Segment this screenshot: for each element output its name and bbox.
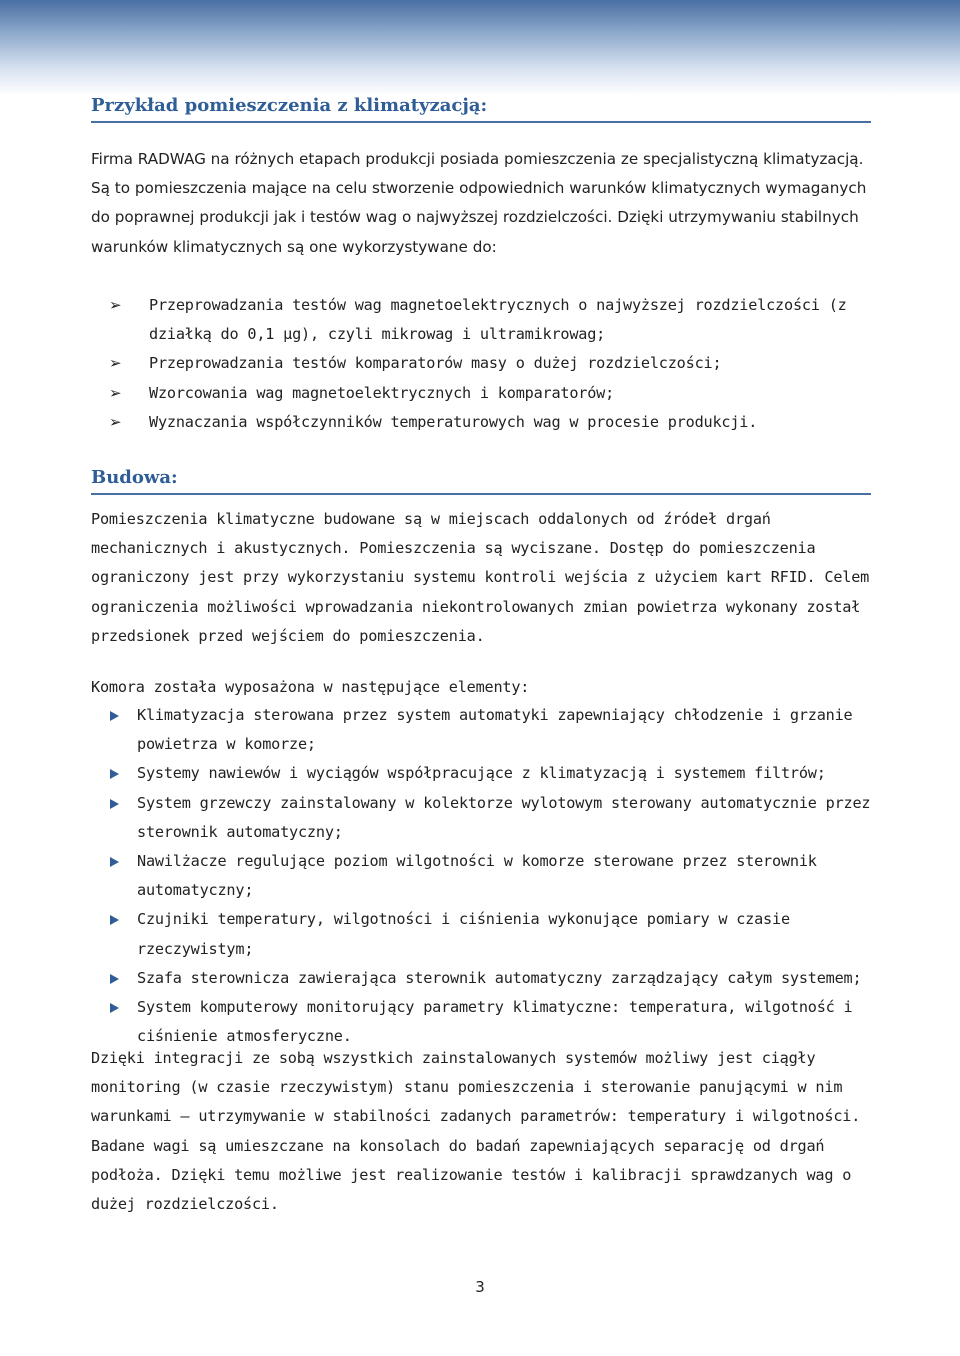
list-item: System grzewczy zainstalowany w kolektorze wylotowym sterowany automatycznie przez sterownik automatyczny; xyxy=(91,789,871,847)
list-item: Klimatyzacja sterowana przez system automatyki zapewniający chłodzenie i grzanie powietrza w komorze; xyxy=(91,701,871,759)
list-item: ➢ Wzorcowania wag magnetoelektrycznych i komparatorów; xyxy=(91,379,871,408)
header-gradient xyxy=(0,0,960,95)
triangle-icon xyxy=(110,857,119,867)
uses-list xyxy=(91,291,871,437)
triangle-icon xyxy=(110,915,119,925)
list-item: Czujniki temperatury, wilgotności i ciśnienia wykonujące pomiary w czasie rzeczywistym; xyxy=(91,905,871,963)
closing-paragraph-konsole: Badane wagi są umieszczane na konsolach do badań zapewniających separację od drgań podłoża. Dzięki temu możliwe jest realizowanie testów i kalibracji sprawdzanych wag o dużej rozdzielczości. xyxy=(91,1136,852,1214)
section-heading-budowa: Budowa: xyxy=(91,466,871,495)
elements-intro: Komora została wyposażona w następujące elementy: xyxy=(91,678,530,696)
triangle-icon xyxy=(110,769,119,779)
triangle-icon xyxy=(110,711,119,721)
arrowhead-icon: ➢ xyxy=(109,296,122,314)
triangle-icon xyxy=(110,974,119,984)
arrowhead-icon: ➢ xyxy=(109,354,122,373)
list-item: Szafa sterownicza zawierająca sterownik automatyczny zarządzający całym systemem; xyxy=(91,964,871,993)
closing-paragraph-monitoring: Dzięki integracji ze sobą wszystkich zainstalowanych systemów możliwy jest ciągły monitoring (w czasie rzeczywistym) stanu pomieszczenia i sterowanie panującymi w nim warunkami – utrzymywanie w stabilności zadanych parametrów: temperatury i wilgotności. xyxy=(91,1049,861,1126)
list-item: System komputerowy monitorujący parametry klimatyczne: temperatura, wilgotność i ciśnienie atmosferyczne. xyxy=(91,993,871,1051)
closing-section xyxy=(91,1044,871,1219)
triangle-icon xyxy=(110,1003,119,1013)
list-item: Systemy nawiewów i wyciągów współpracujące z klimatyzacją i systemem filtrów; xyxy=(91,759,871,788)
triangle-icon xyxy=(110,799,119,809)
list-item: ➢ Wyznaczania współczynników temperaturowych wag w procesie produkcji. xyxy=(91,408,871,437)
page-number: 3 xyxy=(475,1278,485,1296)
intro-paragraph: Firma RADWAG na różnych etapach produkcji posiada pomieszczenia ze specjalistyczną klimatyzacją. Są to pomieszczenia mające na celu stworzenie odpowiednich warunków klimatycznych wymaganych do poprawnej produkcji jak i testów wag o najwyższej rozdzielczości. Dzięki utrzymywaniu stabilnych warunków klimatycznych są one wykorzystywane do: xyxy=(91,150,867,256)
list-item: ➢ Przeprowadzania testów wag magnetoelektrycznych o najwyższej rozdzielczości (z działką do 0,1 µg), czyli mikrowag i ultramikrowag; xyxy=(91,291,871,349)
list-item: Nawilżacze regulujące poziom wilgotności w komorze sterowane przez sterownik automatyczny; xyxy=(91,847,871,905)
list-item: ➢ Przeprowadzania testów komparatorów masy o dużej rozdzielczości; xyxy=(91,349,871,378)
elements-list xyxy=(91,701,871,1051)
arrowhead-icon: ➢ xyxy=(109,383,122,402)
budowa-paragraph: Pomieszczenia klimatyczne budowane są w miejscach oddalonych od źródeł drgań mechanicznych i akustycznych. Pomieszczenia są wyciszane. Dostęp do pomieszczenia ograniczony jest przy wykorzystaniu systemu kontroli wejścia z użyciem kart RFID. Celem ograniczenia możliwości wprowadzania niekontrolowanych zmian powietrza wykonany został przedsionek przed wejściem do pomieszczenia. xyxy=(91,510,870,645)
section-heading-klimatyzacja: Przykład pomieszczenia z klimatyzacją: xyxy=(91,94,871,123)
arrowhead-icon: ➢ xyxy=(109,412,122,431)
